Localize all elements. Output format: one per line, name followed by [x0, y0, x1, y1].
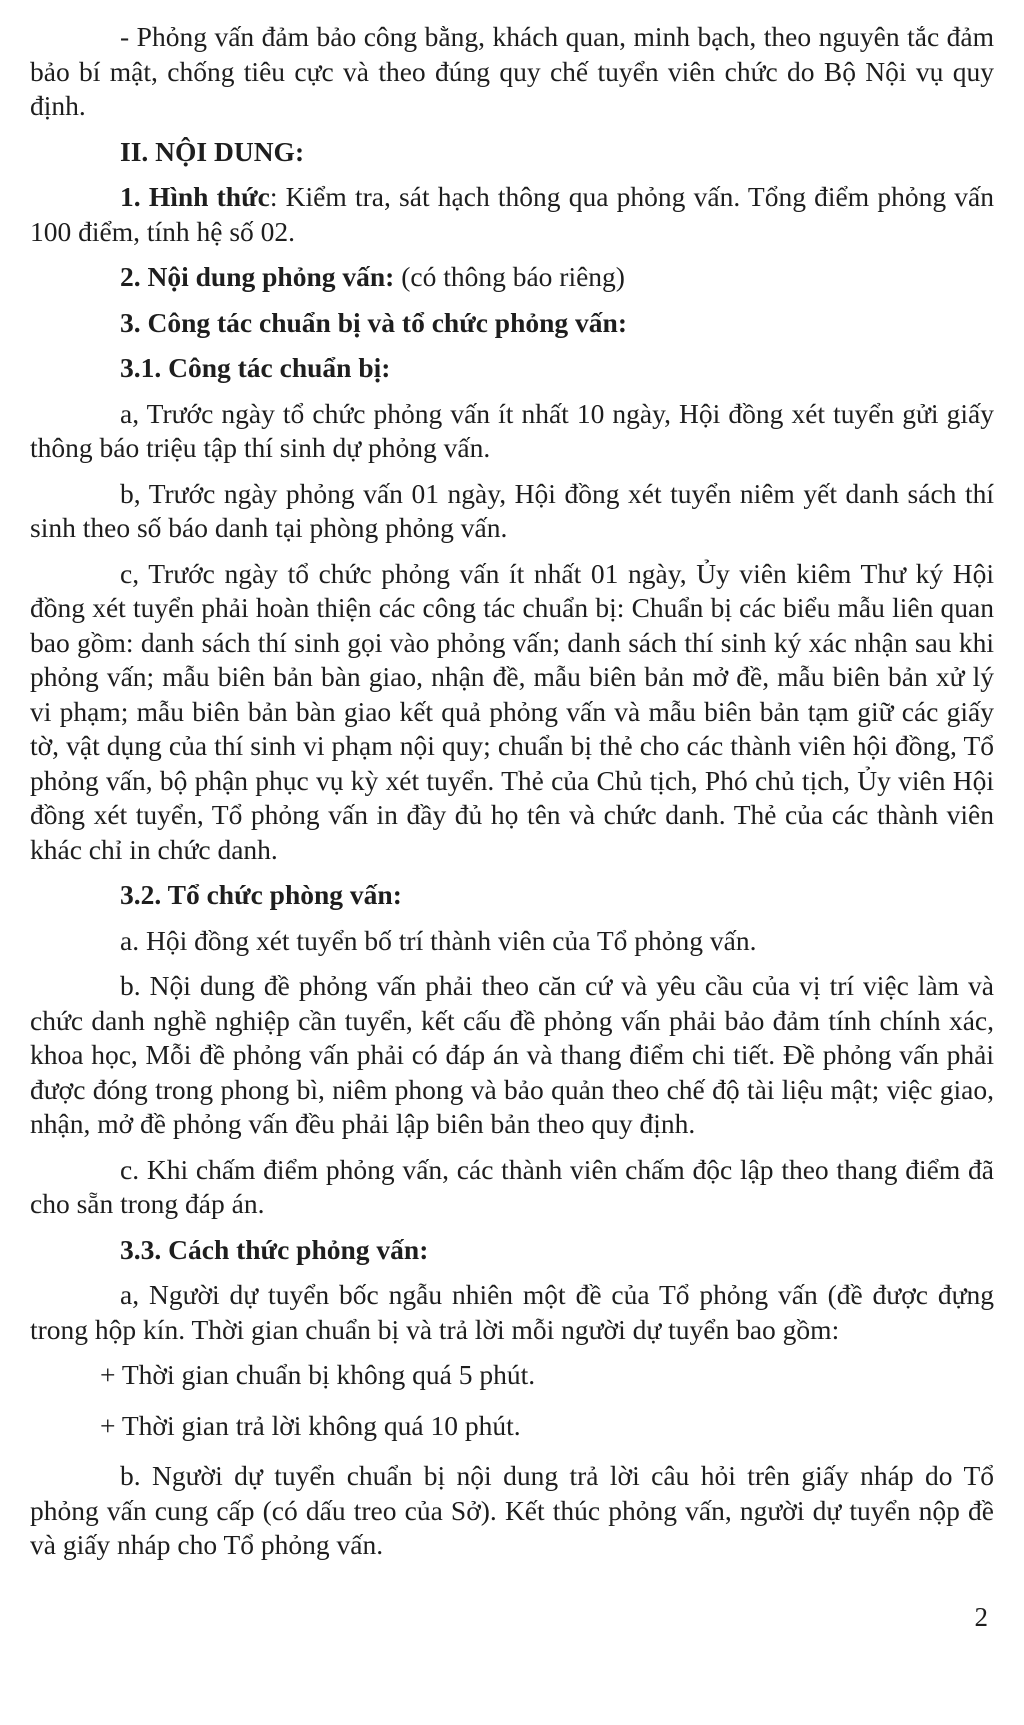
item-1-paragraph	[30, 180, 994, 249]
item-3-2-a: a. Hội đồng xét tuyển bố trí thành viên của Tổ phỏng vấn.	[120, 924, 757, 956]
item-2-paragraph	[30, 260, 994, 295]
item-3-2-c: c. Khi chấm điểm phỏng vấn, các thành viên chấm độc lập theo thang điểm đã cho sẵn trong đáp án.	[30, 1153, 994, 1219]
item-3-2-heading: 3.2. Tổ chức phòng vấn:	[120, 879, 402, 910]
item-3-2-b: b. Nội dung đề phỏng vấn phải theo căn cứ và yêu cầu của vị trí việc làm và chức danh nghề nghiệp cần tuyển, kết cấu đề phỏng vấn phải bảo đảm tính chính xác, khoa học, Mỗi đề phỏng vấn phải có đáp án và thang điểm chi tiết. Đề phỏng vấn phải được đóng trong phong bì, niêm phong và bảo quản theo chế độ tài liệu mật; việc giao, nhận, mở đề phỏng vấn đều phải lập biên bản theo quy định.	[30, 970, 994, 1139]
item-3-1-b: b, Trước ngày phỏng vấn 01 ngày, Hội đồng xét tuyển niêm yết danh sách thí sinh theo số báo danh tại phòng phỏng vấn.	[30, 477, 994, 543]
item-3-1-heading: 3.1. Công tác chuẩn bị:	[120, 352, 391, 383]
item-3-heading: 3. Công tác chuẩn bị và tổ chức phỏng vấn:	[120, 306, 627, 338]
item-2-text: (có thông báo riêng)	[394, 261, 625, 292]
item-1-label: 1. Hình thức	[120, 181, 270, 212]
item-3-1-c: c, Trước ngày tổ chức phỏng vấn ít nhất 01 ngày, Ủy viên kiêm Thư ký Hội đồng xét tuyển phải hoàn thiện các công tác chuẩn bị: Chuẩn bị các biểu mẫu liên quan bao gồm: danh sách thí sinh gọi vào phỏng vấn; danh sách thí sinh ký xác nhận sau khi phỏng vấn; mẫu biên bản bàn giao, nhận đề, mẫu biên bản mở đề, mẫu biên bản xử lý vi phạm; mẫu biên bản bàn giao kết quả phỏng vấn và mẫu biên bản tạm giữ các giấy tờ, vật dụng của thí sinh vi phạm nội quy; chuẩn bị thẻ cho các thành viên hội đồng, Tổ phỏng vấn, bộ phận phục vụ kỳ xét tuyển. Thẻ của Chủ tịch, Phó chủ tịch, Ủy viên Hội đồng xét tuyển, Tổ phỏng vấn in đầy đủ họ tên và chức danh. Thẻ của các thành viên khác chỉ in chức danh.	[30, 557, 994, 865]
page-number: 2	[974, 1602, 988, 1632]
item-1-text: : Kiểm tra, sát hạch thông qua phỏng vấn. Tổng điểm phỏng vấn 100 điểm, tính hệ số 02.	[30, 181, 994, 247]
item-3-1-a: a, Trước ngày tổ chức phỏng vấn ít nhất 10 ngày, Hội đồng xét tuyển gửi giấy thông báo triệu tập thí sinh dự phỏng vấn.	[30, 397, 994, 463]
document-body	[30, 20, 994, 1574]
item-3-3-plus-2: + Thời gian trả lời không quá 10 phút.	[100, 1409, 521, 1441]
item-3-3-heading: 3.3. Cách thức phỏng vấn:	[120, 1233, 429, 1265]
section-heading-noi-dung: II. NỘI DUNG:	[120, 135, 305, 167]
intro-paragraph: - Phỏng vấn đảm bảo công bằng, khách quan, minh bạch, theo nguyên tắc đảm bảo bí mật, chống tiêu cực và theo đúng quy chế tuyển viên chức do Bộ Nội vụ quy định.	[30, 21, 994, 121]
item-3-3-plus-1: + Thời gian chuẩn bị không quá 5 phút.	[100, 1359, 536, 1390]
item-3-3-b: b. Người dự tuyển chuẩn bị nội dung trả lời câu hỏi trên giấy nháp do Tổ phỏng vấn cung cấp (có dấu treo của Sở). Kết thúc phỏng vấn, người dự tuyển nộp đề và giấy nháp cho Tổ phỏng vấn.	[30, 1460, 994, 1560]
item-2-label: 2. Nội dung phỏng vấn:	[120, 261, 395, 292]
item-3-3-a: a, Người dự tuyển bốc ngẫu nhiên một đề của Tổ phỏng vấn (đề được đựng trong hộp kín. Thời gian chuẩn bị và trả lời mỗi người dự tuyển bao gồm:	[30, 1279, 994, 1345]
